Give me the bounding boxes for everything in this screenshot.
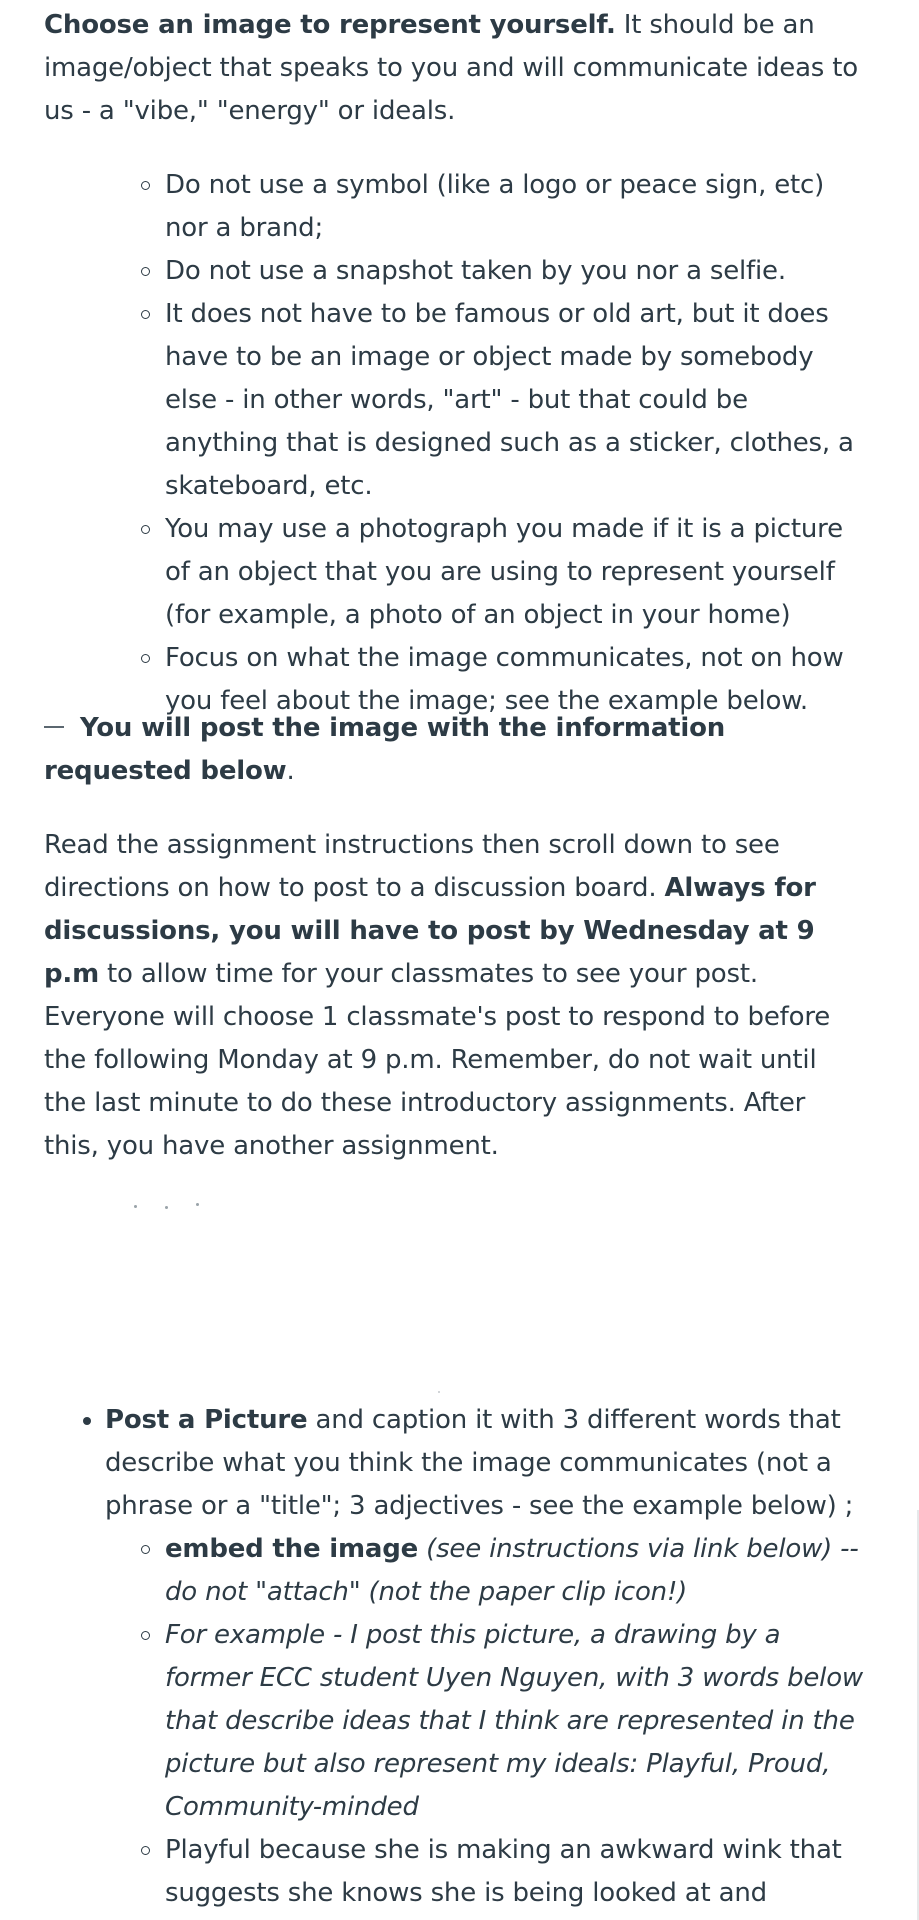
disc-bullet-icon: [83, 1417, 91, 1425]
rule-item: It does not have to be famous or old art, but it does have to be an image or object made by somebody else - in other words, "art" - but that could be anything that is designed such as a sticker, clothes, a skateboard, etc.: [44, 293, 864, 508]
image-placeholder-dots: [134, 1203, 264, 1209]
post-instructions: [44, 1399, 864, 1915]
intro-text: It should be an image/object that speaks to you and will communicate ideas to us - a "vibe," "energy" or ideals.: [44, 10, 858, 126]
rule-item: Do not use a symbol (like a logo or peace sign, etc) nor a brand;: [44, 164, 864, 250]
circle-bullet-icon: [141, 525, 150, 534]
rule-item: Focus on what the image communicates, not on how you feel about the image; see the example below.: [44, 637, 864, 723]
circle-bullet-icon: [141, 1545, 150, 1554]
circle-bullet-icon: [141, 267, 150, 276]
post-note: You will post the image with the information requested below.: [44, 713, 726, 786]
circle-bullet-icon: [141, 1846, 150, 1855]
post-item-bold: Post a Picture: [105, 1405, 308, 1435]
intro-paragraph: [44, 4, 884, 133]
circle-bullet-icon: [141, 310, 150, 319]
circle-bullet-icon: [141, 181, 150, 190]
sub-item-example: For example - I post this picture, a drawing by a former ECC student Uyen Nguyen, with 3 words below that describe ideas that I think are represented in the picture but also represent my ideals: Playful, Proud, Community-minded: [44, 1614, 864, 1829]
sub-item-playful: Playful because she is making an awkward wink that suggests she knows she is being looked at and: [44, 1829, 864, 1915]
sub-item-embed: embed the image (see instructions via link below) -- do not "attach" (not the paper clip icon!): [44, 1528, 864, 1614]
intro-lead: Choose an image to represent yourself.: [44, 10, 616, 40]
rules-list: [44, 164, 864, 723]
deadline-text: Always for discussions, you will have to post by Wednesday at 9 p.m: [44, 873, 816, 989]
post-list: [44, 1399, 864, 1915]
rule-item: Do not use a snapshot taken by you nor a selfie.: [44, 250, 864, 293]
circle-bullet-icon: [141, 654, 150, 663]
post-item: Post a Picture and caption it with 3 different words that describe what you think the image communicates (not a phrase or a "title"; 3 adjectives - see the example below) ; embed the image (see instructions via link below) -- do not "attach" (not the paper clip icon!) For example - I post this picture, a drawing by a former ECC student Uyen Nguyen, with 3 words below that describe ideas that I think are represented in the picture but also represent my ideals: Playful, Proud, Community-minded Playful because she is making an awkward wink that suggests she knows she is being looked at and: [44, 1399, 864, 1915]
dash-icon: [44, 726, 64, 728]
circle-bullet-icon: [141, 1631, 150, 1640]
post-sub-list: [44, 1528, 864, 1915]
stray-dot: [438, 1391, 440, 1393]
instructions-paragraph: Read the assignment instructions then scroll down to see directions on how to post to a discussion board. Always for discussions, you will have to post by Wednesday at 9 p.m to allow time for your classmates to see your post. Everyone will choose 1 classmate's post to respond to before the following Monday at 9 p.m. Remember, do not wait until the last minute to do these introductory assignments. After this, you have another assignment.: [44, 830, 831, 1161]
post-note-bold: You will post the image with the information requested below: [44, 713, 726, 786]
rule-item: You may use a photograph you made if it is a picture of an object that you are using to represent yourself (for example, a photo of an object in your home): [44, 508, 864, 637]
